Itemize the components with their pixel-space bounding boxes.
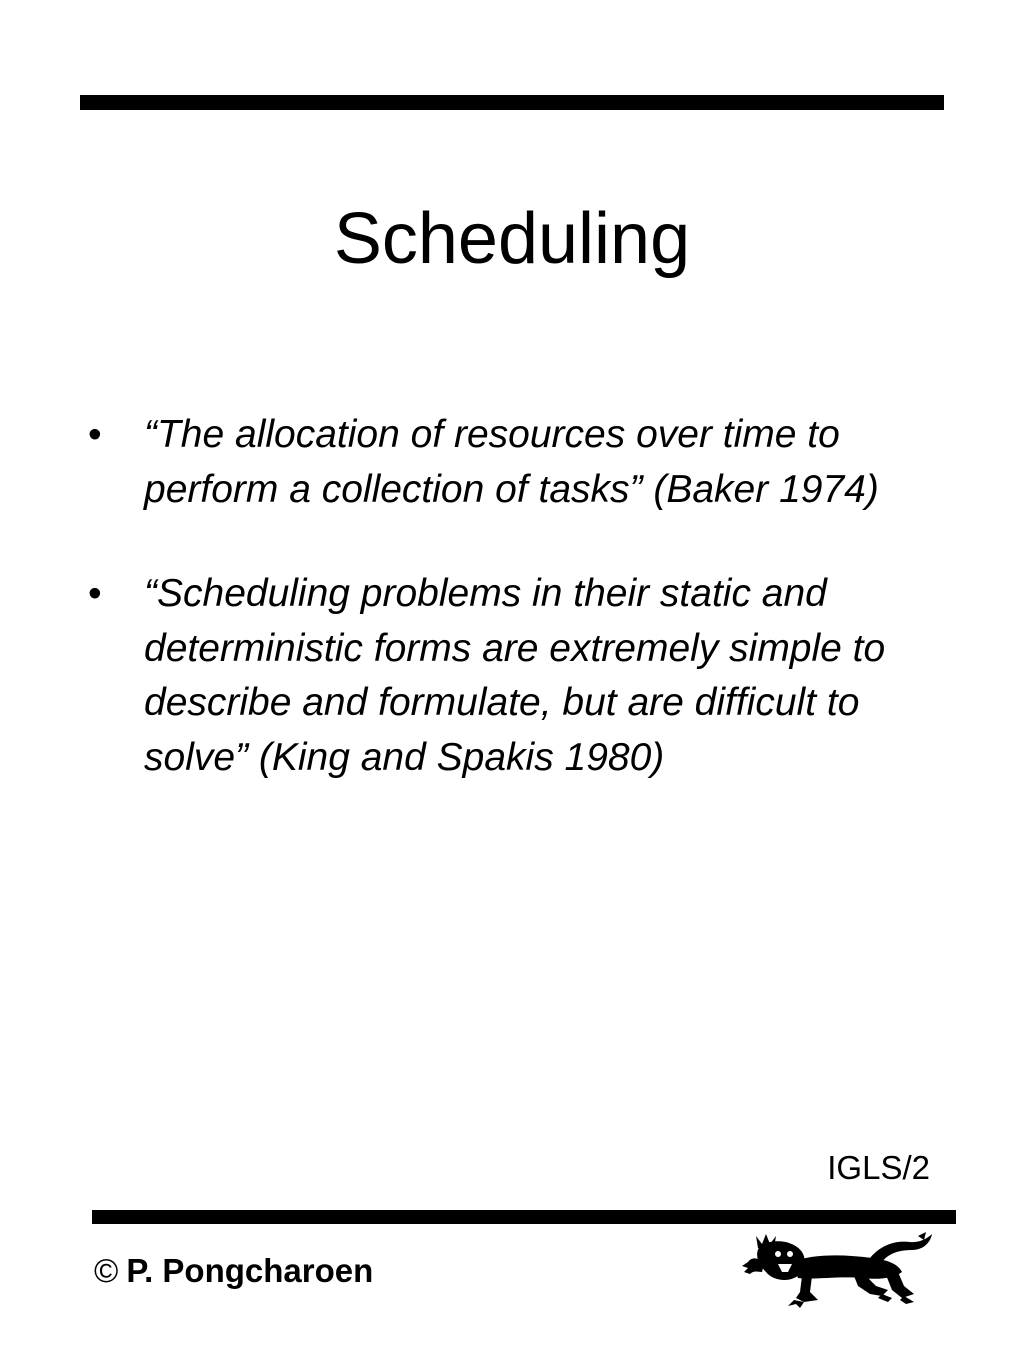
slide-title: Scheduling xyxy=(333,199,691,279)
bullet-text: “Scheduling problems in their static and deterministic forms are extremely simple to describe and formulate, but are difficult to solve” (King and Spakis 1980) xyxy=(144,572,886,779)
slide-reference: IGLS/2 xyxy=(827,1149,930,1186)
bullet-marker: • xyxy=(88,572,102,615)
bullet-text: “The allocation of resources over time to perform a collection of tasks” (Baker 1974) xyxy=(144,413,879,511)
bullet-item-baker xyxy=(84,408,944,517)
top-divider xyxy=(80,95,944,110)
author-name: P. Pongcharoen xyxy=(126,1252,374,1289)
bottom-divider xyxy=(92,1210,956,1224)
bullet-marker: • xyxy=(88,413,102,456)
footer-copyright xyxy=(94,1250,373,1292)
lion-passant-icon xyxy=(742,1232,934,1308)
bullet-item-king-spakis xyxy=(84,567,944,785)
copyright-symbol: © xyxy=(94,1252,119,1289)
bullet-list xyxy=(84,408,944,835)
